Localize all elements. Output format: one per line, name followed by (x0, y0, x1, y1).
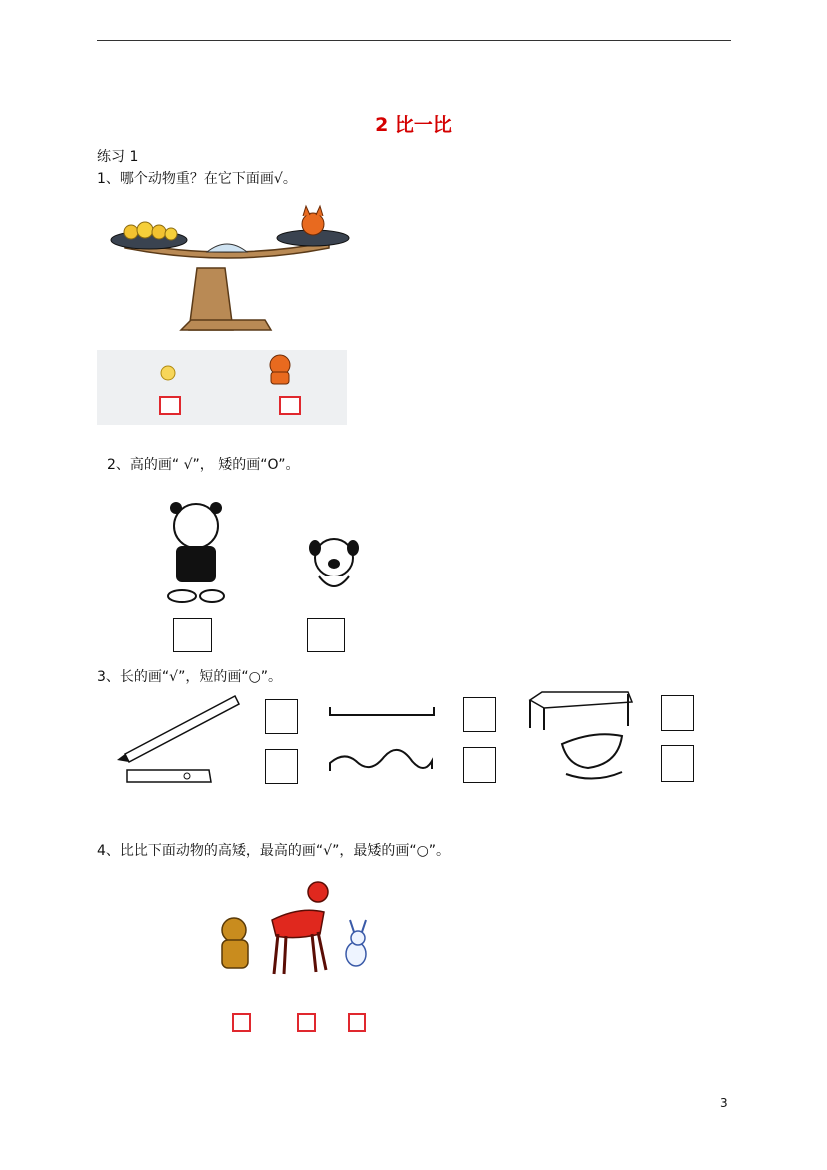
section-label: 练习 1 (97, 149, 139, 165)
lines-illustration (328, 705, 438, 775)
question-1-prompt: 1、哪个动物重？在它下面画√。 (97, 171, 297, 187)
page-number: 3 (720, 1096, 728, 1110)
q1-answer-box-cat[interactable] (279, 396, 301, 415)
dog-cartoon-illustration (305, 532, 363, 596)
q4-answer-box-bear[interactable] (232, 1013, 251, 1032)
q4-answer-box-deer[interactable] (297, 1013, 316, 1032)
question-3-prompt: 3、长的画“√”，短的画“○”。 (97, 669, 283, 685)
q2-answer-box-tiger[interactable] (173, 618, 212, 652)
q3-answer-box-cradle[interactable] (661, 745, 694, 782)
q4-answer-box-rabbit[interactable] (348, 1013, 366, 1032)
pencil-illustration (115, 694, 243, 788)
q3-answer-box-clip[interactable] (265, 749, 298, 784)
question-4-prompt: 4、比比下面动物的高矮，最高的画“√”，最矮的画“○”。 (97, 843, 451, 859)
q3-answer-box-bed[interactable] (661, 695, 694, 731)
q2-answer-box-dog[interactable] (307, 618, 345, 652)
q3-answer-box-pencil[interactable] (265, 699, 298, 734)
question-2-prompt: 2、高的画“ √”， 矮的画“O”。 (107, 457, 300, 473)
bed-and-cradle-illustration (522, 688, 634, 784)
header-rule (97, 40, 731, 41)
bear-deer-rabbit-illustration (212, 876, 384, 980)
q1-answer-box-chick[interactable] (159, 396, 181, 415)
q3-answer-box-straight-line[interactable] (463, 697, 496, 732)
page-title: 2 比一比 (375, 114, 452, 136)
q3-answer-box-wavy-line[interactable] (463, 747, 496, 783)
balance-scale-illustration (97, 200, 357, 425)
tiger-cartoon-illustration (162, 498, 230, 606)
